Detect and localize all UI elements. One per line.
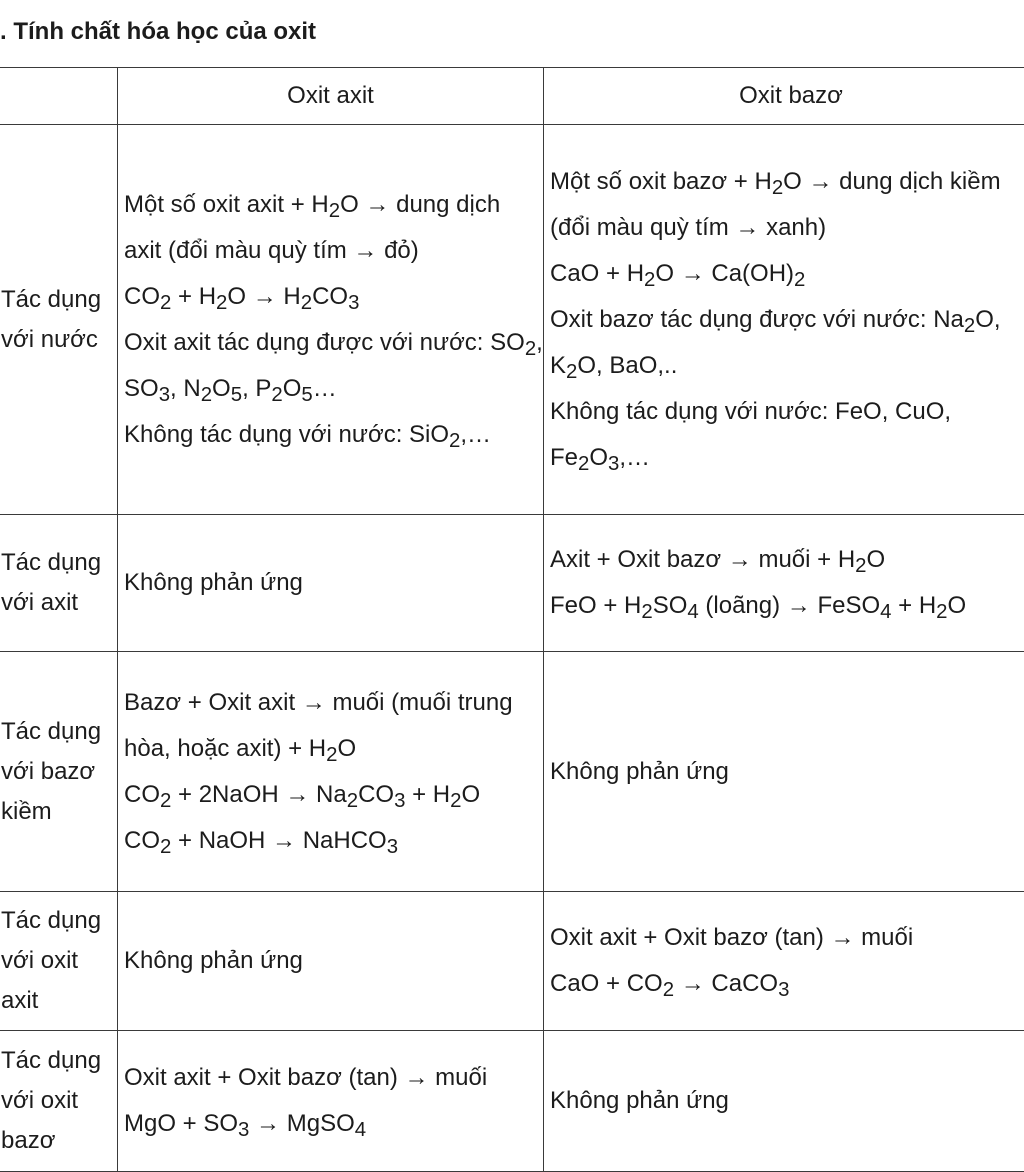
cell-line: Không tác dụng với nước: FeO, CuO, $Fe_2O_3,\dots$ (550, 389, 1024, 481)
table-row (0, 515, 1024, 652)
header-empty (0, 68, 118, 125)
table-row (0, 125, 1024, 515)
row-label: Tác dụng với oxit axit (0, 892, 118, 1031)
acid-cell (118, 515, 544, 652)
cell-line: Bazơ + Oxit axit → muối (muối trung hòa, hoặc axit) + $H_2O$ (124, 680, 543, 772)
cell-line: Oxit axit tác dụng được với nước: $SO_2$, $SO_3$, $N_2O_5$, $P_2O_5\dots$ (124, 320, 543, 412)
base-cell (544, 1031, 1024, 1172)
cell-line: $CO_2$ + NaOH → NaHCO$_3$ (124, 818, 543, 864)
cell-line: CaO + $CO_2$ → CaCO$_3$ (550, 961, 1024, 1007)
cell-line: Không phản ứng (124, 938, 543, 984)
base-cell (544, 515, 1024, 652)
page-title: . Tính chất hóa học của oxit (0, 18, 316, 46)
cell-line: CaO + $H_2O \to Ca(OH)_2$ (550, 251, 1024, 297)
header-basic-oxide: Oxit bazơ (544, 68, 1024, 125)
cell-line: $CO_2 + H_2O \to H_2CO_3$ (124, 274, 543, 320)
row-label: Tác dụng với bazơ kiềm (0, 652, 118, 892)
acid-cell (118, 892, 544, 1031)
cell-line: FeO + $H_2SO_4$ (loãng) → FeSO$_4$ + $H_2O$ (550, 583, 1024, 629)
header-acid-oxide: Oxit axit (118, 68, 544, 125)
oxide-properties-table (0, 67, 1024, 1172)
cell-line: Oxit axit + Oxit bazơ (tan) → muối (550, 915, 1024, 961)
row-label: Tác dụng với axit (0, 515, 118, 652)
cell-line: MgO + $SO_3$ → MgSO$_4$ (124, 1101, 543, 1147)
cell-line: Oxit axit + Oxit bazơ (tan) → muối (124, 1055, 543, 1101)
row-label: Tác dụng với nước (0, 125, 118, 515)
base-cell (544, 652, 1024, 892)
cell-line: $CO_2$ + 2NaOH → $Na_2CO_3 + H_2O$ (124, 772, 543, 818)
acid-cell (118, 652, 544, 892)
cell-line: Không phản ứng (550, 1078, 1024, 1124)
table-row (0, 1031, 1024, 1172)
cell-line: Một số oxit axit + $H_2O$ → dung dịch axit (đổi màu quỳ tím → đỏ) (124, 182, 543, 274)
cell-line: Không phản ứng (550, 749, 1024, 795)
cell-line: Axit + Oxit bazơ → muối + $H_2O$ (550, 537, 1024, 583)
acid-cell (118, 1031, 544, 1172)
table-row (0, 892, 1024, 1031)
table-header-row (0, 68, 1024, 125)
cell-line: Không phản ứng (124, 560, 543, 606)
cell-line: Oxit bazơ tác dụng được với nước: $Na_2O$, $K_2O$, BaO,.. (550, 297, 1024, 389)
base-cell (544, 125, 1024, 515)
acid-cell (118, 125, 544, 515)
cell-line: Không tác dụng với nước: SiO$_2$,… (124, 412, 543, 458)
row-label: Tác dụng với oxit bazơ (0, 1031, 118, 1172)
base-cell (544, 892, 1024, 1031)
cell-line: Một số oxit bazơ + $H_2O$ → dung dịch kiềm (đổi màu quỳ tím → xanh) (550, 159, 1024, 251)
table-row (0, 652, 1024, 892)
